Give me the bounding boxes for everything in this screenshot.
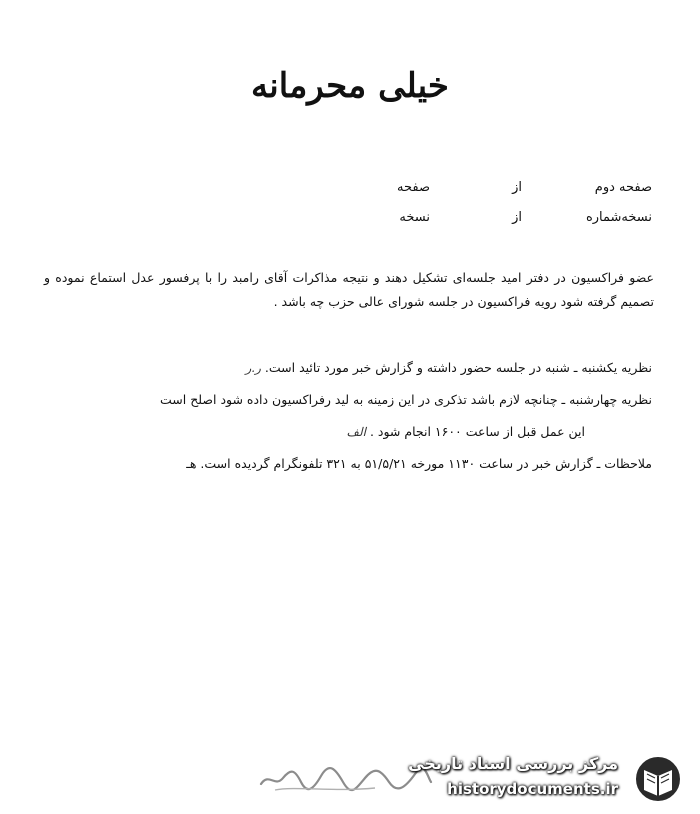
page-from: از — [512, 180, 522, 195]
sunday-initial: ر.ر — [245, 361, 261, 375]
deadline-initial: الف — [346, 425, 366, 439]
copy-label: نسخه‌شماره — [585, 210, 652, 225]
wednesday-opinion-line: نظریه چهارشنبه ـ چنانچه لازم باشد تذکری در این زمینه به لید رفراکسیون داده شود اصلح است — [160, 392, 652, 407]
copy-meta-row-2 — [332, 210, 652, 228]
archive-watermark — [400, 750, 690, 806]
notes-line: ملاحظات ـ گزارش خبر در ساعت ۱۱۳۰ مورخه ۵۱/۵/۲۱ به ۳۲۱ تلفونگرام گردیده است. هـ — [186, 456, 652, 471]
watermark-title: مرکز بررسی اسناد تاریخی — [408, 754, 618, 773]
page-suffix: صفحه — [397, 180, 430, 195]
deadline-text: این عمل قبل از ساعت ۱۶۰۰ انجام شود . — [369, 424, 585, 439]
copy-from: از — [512, 210, 522, 225]
sunday-opinion-line — [246, 360, 652, 375]
watermark-url: historydocuments.ir — [447, 780, 618, 798]
deadline-line — [347, 424, 585, 439]
page-label: صفحه دوم — [594, 180, 652, 195]
main-paragraph: عضو فراکسیون در دفتر امید جلسه‌ای تشکیل دهند و نتیجه مذاکرات آقای رامبد را با پرفسور عدل استماع نموده و تصمیم گرفته شود رویه فراکسیون در جلسه شورای عالی حزب چه باشد . — [44, 270, 654, 309]
page-meta-row-1 — [332, 180, 652, 198]
classification-title: خیلی محرمانه — [251, 66, 449, 106]
copy-suffix: نسخه — [399, 210, 430, 225]
sunday-opinion-text: نظریه یکشنبه ـ شنبه در جلسه حضور داشته و گزارش خبر مورد تائید است. — [264, 360, 652, 375]
book-emblem-icon — [632, 754, 684, 804]
